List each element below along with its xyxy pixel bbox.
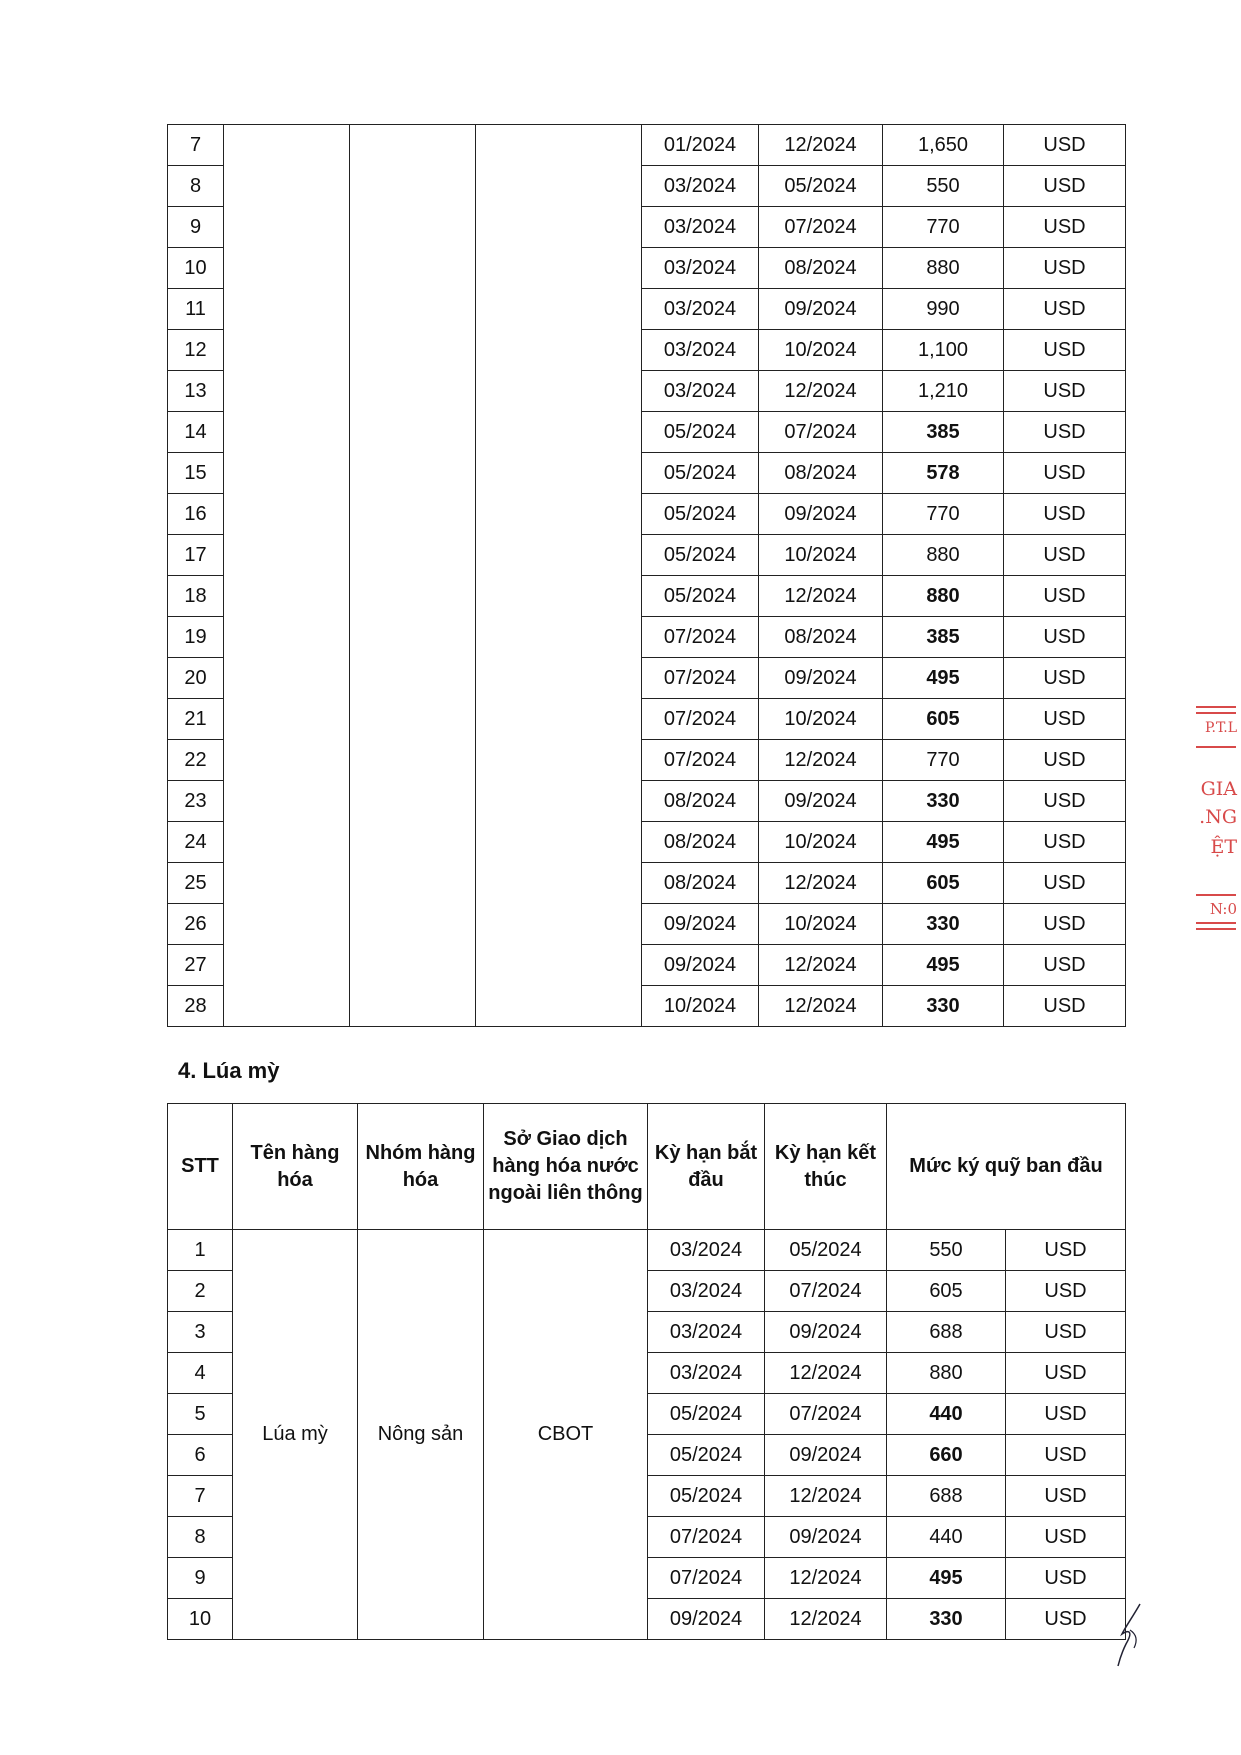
stt-cell: 10 [168,1599,233,1640]
currency-cell: USD [1006,1271,1126,1312]
currency-cell: USD [1004,617,1126,658]
group-cell [350,125,476,1027]
exchange-cell: CBOT [484,1230,648,1640]
margin-value-cell: 495 [883,945,1004,986]
stt-cell: 24 [168,822,224,863]
stt-cell: 26 [168,904,224,945]
currency-cell: USD [1004,207,1126,248]
currency-cell: USD [1004,412,1126,453]
start-term-cell: 08/2024 [642,781,759,822]
stt-cell: 23 [168,781,224,822]
stt-cell: 8 [168,166,224,207]
end-term-cell: 12/2024 [765,1353,887,1394]
currency-cell: USD [1006,1230,1126,1271]
currency-cell: USD [1006,1517,1126,1558]
currency-cell: USD [1004,904,1126,945]
stt-cell: 8 [168,1517,233,1558]
commodity-cell [224,125,350,1027]
margin-value-cell: 605 [887,1271,1006,1312]
margin-value-cell: 440 [887,1394,1006,1435]
stt-cell: 21 [168,699,224,740]
end-term-cell: 09/2024 [759,781,883,822]
currency-cell: USD [1004,740,1126,781]
table-row [168,125,1126,166]
margin-value-cell: 990 [883,289,1004,330]
header-end-term: Kỳ hạn kết thúc [765,1104,887,1230]
margin-value-cell: 605 [883,699,1004,740]
end-term-cell: 12/2024 [759,576,883,617]
start-term-cell: 03/2024 [648,1312,765,1353]
margin-value-cell: 1,650 [883,125,1004,166]
currency-cell: USD [1006,1394,1126,1435]
end-term-cell: 09/2024 [765,1435,887,1476]
start-term-cell: 07/2024 [642,617,759,658]
start-term-cell: 03/2024 [642,289,759,330]
stt-cell: 2 [168,1271,233,1312]
end-term-cell: 12/2024 [765,1599,887,1640]
end-term-cell: 12/2024 [759,863,883,904]
end-term-cell: 12/2024 [759,945,883,986]
section-title: 4. Lúa mỳ [178,1058,280,1083]
margin-value-cell: 495 [883,658,1004,699]
start-term-cell: 05/2024 [642,535,759,576]
stt-cell: 16 [168,494,224,535]
end-term-cell: 08/2024 [759,617,883,658]
stt-cell: 4 [168,1353,233,1394]
end-term-cell: 08/2024 [759,453,883,494]
currency-cell: USD [1006,1312,1126,1353]
currency-cell: USD [1004,494,1126,535]
margin-value-cell: 440 [887,1517,1006,1558]
currency-cell: USD [1004,945,1126,986]
stt-cell: 7 [168,125,224,166]
stt-cell: 20 [168,658,224,699]
currency-cell: USD [1004,125,1126,166]
start-term-cell: 07/2024 [642,740,759,781]
stamp-line: ỆT [1210,836,1237,858]
margin-value-cell: 770 [883,207,1004,248]
end-term-cell: 09/2024 [765,1312,887,1353]
end-term-cell: 10/2024 [759,330,883,371]
end-term-cell: 08/2024 [759,248,883,289]
margin-value-cell: 688 [887,1476,1006,1517]
stamp-line: .NG [1199,806,1237,828]
currency-cell: USD [1004,289,1126,330]
margin-value-cell: 1,100 [883,330,1004,371]
margin-value-cell: 550 [887,1230,1006,1271]
start-term-cell: 07/2024 [648,1558,765,1599]
currency-cell: USD [1004,822,1126,863]
header-commodity-group: Nhóm hàng hóa [358,1104,484,1230]
margin-value-cell: 880 [883,576,1004,617]
end-term-cell: 09/2024 [759,658,883,699]
start-term-cell: 05/2024 [648,1476,765,1517]
currency-cell: USD [1004,658,1126,699]
wheat-margin-table [167,1103,1126,1640]
start-term-cell: 05/2024 [648,1394,765,1435]
header-start-term: Kỳ hạn bắt đầu [648,1104,765,1230]
margin-value-cell: 578 [883,453,1004,494]
margin-value-cell: 605 [883,863,1004,904]
start-term-cell: 08/2024 [642,822,759,863]
margin-value-cell: 688 [887,1312,1006,1353]
stt-cell: 17 [168,535,224,576]
stt-cell: 25 [168,863,224,904]
stt-cell: 18 [168,576,224,617]
start-term-cell: 01/2024 [642,125,759,166]
start-term-cell: 03/2024 [648,1271,765,1312]
end-term-cell: 12/2024 [759,740,883,781]
start-term-cell: 03/2024 [648,1230,765,1271]
end-term-cell: 09/2024 [759,289,883,330]
stt-cell: 11 [168,289,224,330]
signature-mark [1112,1600,1152,1670]
end-term-cell: 12/2024 [759,986,883,1027]
currency-cell: USD [1004,330,1126,371]
end-term-cell: 10/2024 [759,535,883,576]
end-term-cell: 05/2024 [759,166,883,207]
stamp-line: P.T.L [1204,720,1237,736]
start-term-cell: 08/2024 [642,863,759,904]
end-term-cell: 07/2024 [759,412,883,453]
margin-value-cell: 660 [887,1435,1006,1476]
currency-cell: USD [1006,1558,1126,1599]
currency-cell: USD [1004,781,1126,822]
stamp-line: N:0 [1209,900,1237,918]
start-term-cell: 09/2024 [642,904,759,945]
currency-cell: USD [1004,371,1126,412]
start-term-cell: 05/2024 [642,412,759,453]
header-stt: STT [168,1104,233,1230]
table-header-row [168,1104,1126,1230]
stt-cell: 27 [168,945,224,986]
currency-cell: USD [1004,248,1126,289]
start-term-cell: 05/2024 [642,576,759,617]
start-term-cell: 03/2024 [642,248,759,289]
commodity-cell: Lúa mỳ [233,1230,358,1640]
end-term-cell: 12/2024 [765,1558,887,1599]
end-term-cell: 12/2024 [759,371,883,412]
start-term-cell: 10/2024 [642,986,759,1027]
stt-cell: 19 [168,617,224,658]
end-term-cell: 12/2024 [765,1476,887,1517]
stt-cell: 7 [168,1476,233,1517]
end-term-cell: 07/2024 [759,207,883,248]
currency-cell: USD [1004,453,1126,494]
currency-cell: USD [1004,986,1126,1027]
margin-value-cell: 770 [883,740,1004,781]
currency-cell: USD [1004,576,1126,617]
start-term-cell: 03/2024 [642,371,759,412]
margin-value-cell: 330 [883,986,1004,1027]
stt-cell: 1 [168,1230,233,1271]
end-term-cell: 10/2024 [759,699,883,740]
header-exchange: Sở Giao dịch hàng hóa nước ngoài liên thông [484,1104,648,1230]
start-term-cell: 03/2024 [642,166,759,207]
currency-cell: USD [1006,1353,1126,1394]
start-term-cell: 05/2024 [642,494,759,535]
end-term-cell: 09/2024 [765,1517,887,1558]
start-term-cell: 07/2024 [642,658,759,699]
stt-cell: 3 [168,1312,233,1353]
start-term-cell: 03/2024 [642,330,759,371]
table-row [168,1230,1126,1271]
end-term-cell: 12/2024 [759,125,883,166]
start-term-cell: 05/2024 [642,453,759,494]
start-term-cell: 09/2024 [642,945,759,986]
start-term-cell: 07/2024 [648,1517,765,1558]
stt-cell: 5 [168,1394,233,1435]
stt-cell: 9 [168,1558,233,1599]
currency-cell: USD [1004,699,1126,740]
header-commodity-name: Tên hàng hóa [233,1104,358,1230]
margin-value-cell: 880 [887,1353,1006,1394]
stamp-line: GIA [1200,778,1237,800]
stt-cell: 6 [168,1435,233,1476]
end-term-cell: 07/2024 [765,1394,887,1435]
start-term-cell: 03/2024 [642,207,759,248]
end-term-cell: 05/2024 [765,1230,887,1271]
group-cell: Nông sản [358,1230,484,1640]
stt-cell: 12 [168,330,224,371]
margin-value-cell: 880 [883,535,1004,576]
stt-cell: 22 [168,740,224,781]
stt-cell: 9 [168,207,224,248]
stt-cell: 28 [168,986,224,1027]
stt-cell: 13 [168,371,224,412]
margin-value-cell: 1,210 [883,371,1004,412]
margin-value-cell: 330 [883,904,1004,945]
currency-cell: USD [1004,863,1126,904]
end-term-cell: 09/2024 [759,494,883,535]
margin-value-cell: 495 [883,822,1004,863]
stt-cell: 14 [168,412,224,453]
margin-value-cell: 330 [887,1599,1006,1640]
end-term-cell: 10/2024 [759,904,883,945]
red-stamp-fragment [1196,706,1241,946]
margin-value-cell: 385 [883,412,1004,453]
margin-value-cell: 880 [883,248,1004,289]
exchange-cell [476,125,642,1027]
header-initial-margin: Mức ký quỹ ban đầu [887,1104,1126,1230]
currency-cell: USD [1006,1435,1126,1476]
stt-cell: 10 [168,248,224,289]
start-term-cell: 05/2024 [648,1435,765,1476]
currency-cell: USD [1004,166,1126,207]
margin-value-cell: 330 [883,781,1004,822]
start-term-cell: 07/2024 [642,699,759,740]
start-term-cell: 03/2024 [648,1353,765,1394]
end-term-cell: 07/2024 [765,1271,887,1312]
currency-cell: USD [1006,1599,1126,1640]
margin-value-cell: 385 [883,617,1004,658]
stt-cell: 15 [168,453,224,494]
margin-table-continued [167,124,1126,1027]
margin-value-cell: 550 [883,166,1004,207]
margin-value-cell: 495 [887,1558,1006,1599]
start-term-cell: 09/2024 [648,1599,765,1640]
currency-cell: USD [1006,1476,1126,1517]
end-term-cell: 10/2024 [759,822,883,863]
currency-cell: USD [1004,535,1126,576]
margin-value-cell: 770 [883,494,1004,535]
